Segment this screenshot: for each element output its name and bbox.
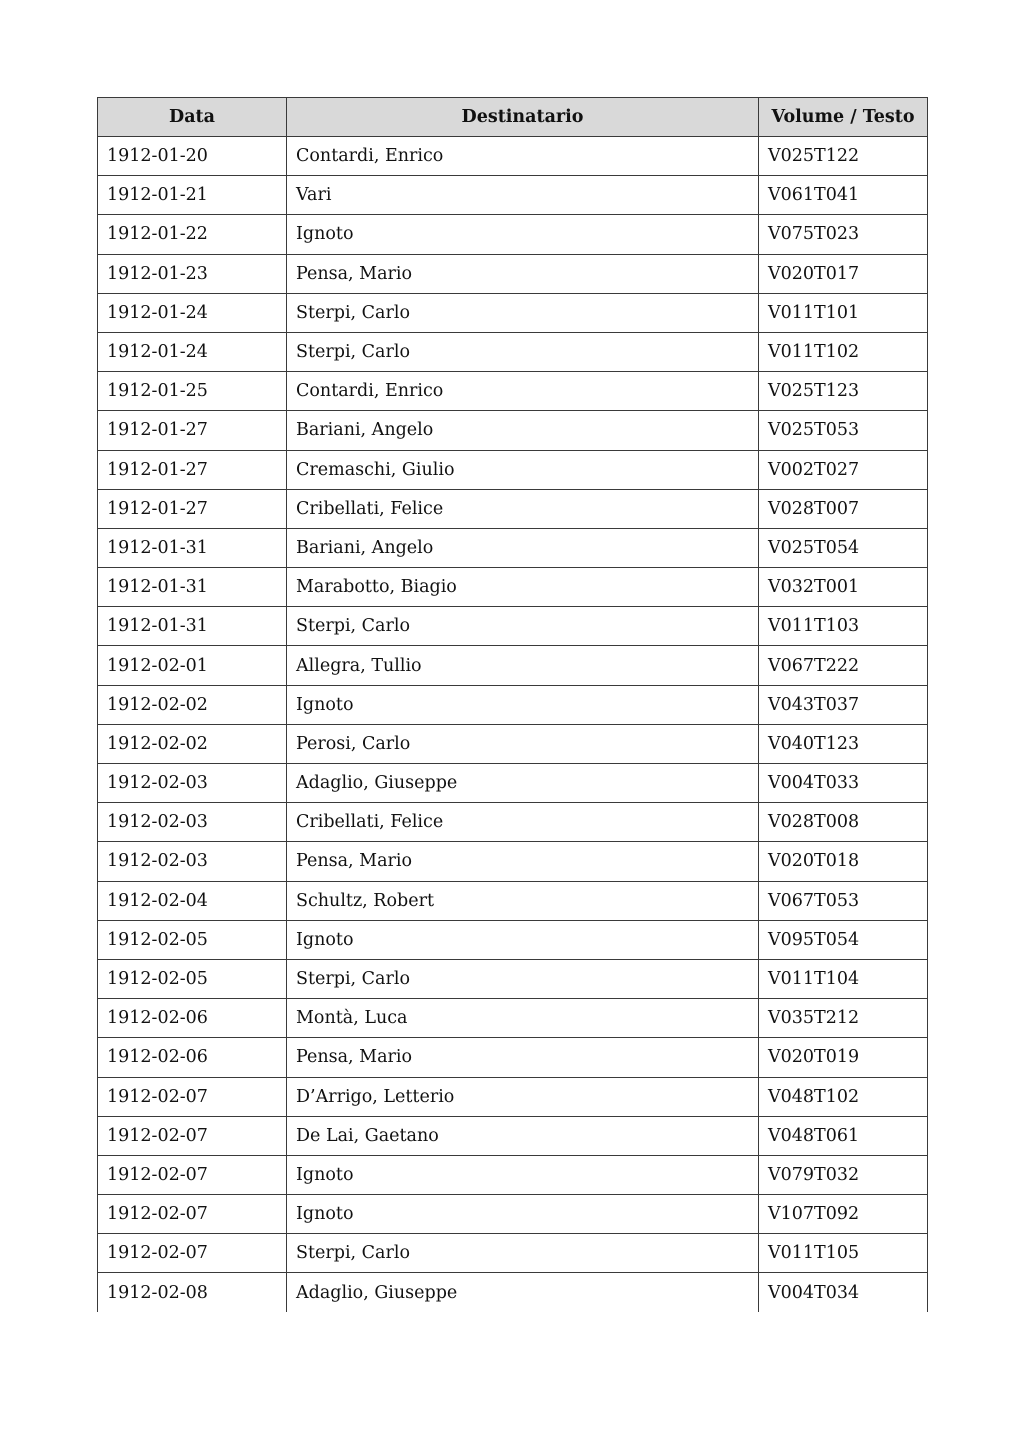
letters-table [97, 97, 928, 1312]
table-body [98, 137, 928, 1313]
table-row [98, 1038, 928, 1077]
cell-volume: V002T027 [759, 450, 928, 489]
cell-volume: V004T034 [759, 1273, 928, 1312]
cell-recipient: Ignoto [287, 685, 759, 724]
table-row [98, 1116, 928, 1155]
cell-recipient: Cremaschi, Giulio [287, 450, 759, 489]
cell-volume: V095T054 [759, 920, 928, 959]
cell-date: 1912-01-22 [98, 215, 287, 254]
cell-recipient: Cribellati, Felice [287, 489, 759, 528]
table-row [98, 568, 928, 607]
cell-date: 1912-01-27 [98, 489, 287, 528]
cell-recipient: Sterpi, Carlo [287, 1234, 759, 1273]
cell-recipient: Ignoto [287, 215, 759, 254]
table-row [98, 1155, 928, 1194]
cell-date: 1912-01-27 [98, 411, 287, 450]
cell-recipient: D’Arrigo, Letterio [287, 1077, 759, 1116]
cell-volume: V004T033 [759, 764, 928, 803]
table-row [98, 137, 928, 176]
cell-volume: V025T122 [759, 137, 928, 176]
cell-volume: V079T032 [759, 1155, 928, 1194]
table-row [98, 685, 928, 724]
table-row [98, 176, 928, 215]
cell-recipient: Allegra, Tullio [287, 646, 759, 685]
cell-volume: V075T023 [759, 215, 928, 254]
table-row [98, 411, 928, 450]
document-page [97, 97, 927, 1312]
table-row [98, 1234, 928, 1273]
cell-date: 1912-02-03 [98, 842, 287, 881]
cell-date: 1912-02-07 [98, 1234, 287, 1273]
table-row [98, 724, 928, 763]
cell-volume: V020T018 [759, 842, 928, 881]
table-row [98, 959, 928, 998]
cell-recipient: Adaglio, Giuseppe [287, 764, 759, 803]
cell-recipient: Sterpi, Carlo [287, 293, 759, 332]
table-row [98, 489, 928, 528]
cell-volume: V032T001 [759, 568, 928, 607]
table-header [98, 98, 928, 137]
cell-recipient: Ignoto [287, 920, 759, 959]
table-row [98, 528, 928, 567]
cell-date: 1912-02-07 [98, 1116, 287, 1155]
cell-recipient: Sterpi, Carlo [287, 959, 759, 998]
cell-volume: V067T222 [759, 646, 928, 685]
cell-recipient: Marabotto, Biagio [287, 568, 759, 607]
cell-recipient: De Lai, Gaetano [287, 1116, 759, 1155]
cell-recipient: Bariani, Angelo [287, 528, 759, 567]
cell-volume: V020T017 [759, 254, 928, 293]
cell-recipient: Sterpi, Carlo [287, 332, 759, 371]
cell-date: 1912-02-05 [98, 920, 287, 959]
cell-volume: V020T019 [759, 1038, 928, 1077]
cell-volume: V011T101 [759, 293, 928, 332]
cell-volume: V048T061 [759, 1116, 928, 1155]
cell-date: 1912-02-07 [98, 1077, 287, 1116]
cell-volume: V048T102 [759, 1077, 928, 1116]
cell-recipient: Ignoto [287, 1155, 759, 1194]
cell-recipient: Schultz, Robert [287, 881, 759, 920]
cell-volume: V043T037 [759, 685, 928, 724]
cell-date: 1912-02-07 [98, 1195, 287, 1234]
cell-date: 1912-02-06 [98, 999, 287, 1038]
cell-volume: V035T212 [759, 999, 928, 1038]
header-recipient: Destinatario [287, 98, 759, 137]
table-row [98, 842, 928, 881]
cell-date: 1912-02-05 [98, 959, 287, 998]
cell-date: 1912-02-08 [98, 1273, 287, 1312]
cell-recipient: Perosi, Carlo [287, 724, 759, 763]
cell-volume: V028T007 [759, 489, 928, 528]
cell-date: 1912-02-01 [98, 646, 287, 685]
header-row [98, 98, 928, 137]
cell-volume: V061T041 [759, 176, 928, 215]
table-row [98, 999, 928, 1038]
table-row [98, 1077, 928, 1116]
cell-recipient: Bariani, Angelo [287, 411, 759, 450]
cell-date: 1912-01-25 [98, 372, 287, 411]
cell-volume: V011T103 [759, 607, 928, 646]
cell-recipient: Pensa, Mario [287, 842, 759, 881]
header-volume: Volume / Testo [759, 98, 928, 137]
cell-recipient: Contardi, Enrico [287, 372, 759, 411]
cell-date: 1912-01-24 [98, 293, 287, 332]
table-row [98, 215, 928, 254]
cell-date: 1912-01-24 [98, 332, 287, 371]
cell-date: 1912-02-04 [98, 881, 287, 920]
table-row [98, 1273, 928, 1312]
cell-volume: V040T123 [759, 724, 928, 763]
cell-date: 1912-02-07 [98, 1155, 287, 1194]
table-row [98, 372, 928, 411]
cell-volume: V025T123 [759, 372, 928, 411]
table-row [98, 293, 928, 332]
cell-date: 1912-01-27 [98, 450, 287, 489]
cell-recipient: Ignoto [287, 1195, 759, 1234]
cell-recipient: Pensa, Mario [287, 1038, 759, 1077]
cell-recipient: Adaglio, Giuseppe [287, 1273, 759, 1312]
cell-date: 1912-02-03 [98, 764, 287, 803]
cell-date: 1912-01-31 [98, 607, 287, 646]
table-row [98, 607, 928, 646]
cell-date: 1912-01-31 [98, 528, 287, 567]
table-row [98, 764, 928, 803]
table-row [98, 1195, 928, 1234]
table-row [98, 881, 928, 920]
cell-volume: V025T053 [759, 411, 928, 450]
cell-date: 1912-01-20 [98, 137, 287, 176]
header-date: Data [98, 98, 287, 137]
cell-volume: V011T102 [759, 332, 928, 371]
cell-recipient: Pensa, Mario [287, 254, 759, 293]
cell-volume: V011T104 [759, 959, 928, 998]
table-row [98, 920, 928, 959]
cell-date: 1912-02-06 [98, 1038, 287, 1077]
cell-recipient: Vari [287, 176, 759, 215]
table-row [98, 646, 928, 685]
cell-volume: V011T105 [759, 1234, 928, 1273]
cell-date: 1912-01-23 [98, 254, 287, 293]
cell-date: 1912-02-02 [98, 724, 287, 763]
cell-date: 1912-01-21 [98, 176, 287, 215]
cell-volume: V107T092 [759, 1195, 928, 1234]
cell-date: 1912-01-31 [98, 568, 287, 607]
table-row [98, 332, 928, 371]
cell-recipient: Contardi, Enrico [287, 137, 759, 176]
cell-date: 1912-02-03 [98, 803, 287, 842]
table-row [98, 450, 928, 489]
cell-recipient: Cribellati, Felice [287, 803, 759, 842]
table-row [98, 254, 928, 293]
cell-recipient: Sterpi, Carlo [287, 607, 759, 646]
cell-volume: V067T053 [759, 881, 928, 920]
cell-volume: V028T008 [759, 803, 928, 842]
cell-volume: V025T054 [759, 528, 928, 567]
cell-recipient: Montà, Luca [287, 999, 759, 1038]
cell-date: 1912-02-02 [98, 685, 287, 724]
table-row [98, 803, 928, 842]
